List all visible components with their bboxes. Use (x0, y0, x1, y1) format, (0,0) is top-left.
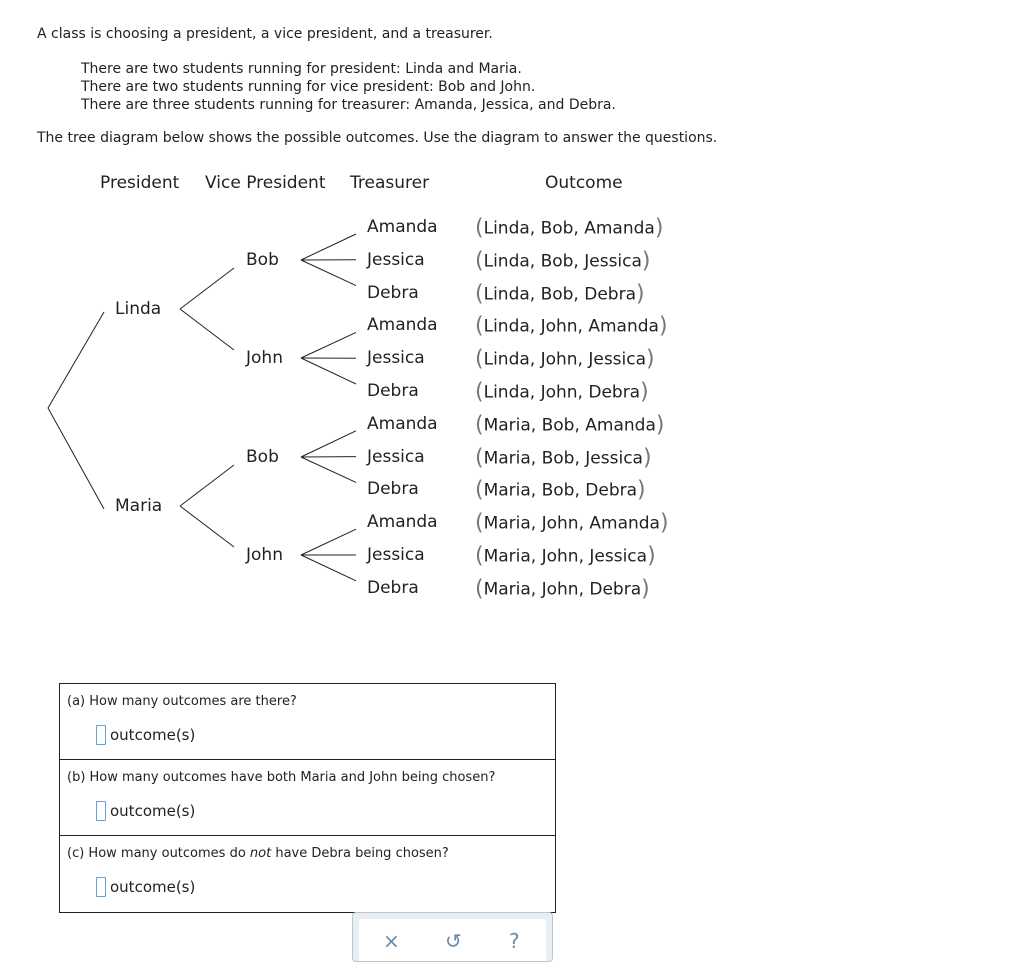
treasurer-node: Debra (367, 578, 419, 598)
outcome-row (475, 510, 669, 535)
outcome-paren-close: ) (659, 314, 668, 339)
branch-vp-treasurer (301, 431, 356, 457)
question-c-suffix: have Debra being chosen? (271, 846, 449, 861)
outcome-paren-close: ) (637, 478, 646, 503)
question-c-prefix: (c) How many outcomes do (67, 846, 250, 861)
branch-vp-treasurer (301, 358, 356, 384)
outcome-row (475, 543, 656, 568)
outcome-text: Linda, John, Jessica (484, 350, 646, 370)
candidates-president: There are two students running for president: Linda and Maria. (81, 60, 616, 78)
outcome-paren-open: ( (475, 216, 484, 241)
outcome-row (475, 313, 668, 338)
outcome-paren-open: ( (475, 412, 484, 437)
question-c-text (67, 846, 449, 861)
header-treasurer: Treasurer (350, 173, 429, 193)
outcome-text: Maria, Bob, Amanda (484, 415, 656, 435)
answer-b-unit: outcome(s) (110, 802, 195, 820)
branch-vp-treasurer (301, 529, 356, 555)
header-vice-president: Vice President (205, 173, 326, 193)
answer-toolbar (352, 912, 553, 962)
outcome-text: Maria, John, Debra (484, 579, 642, 599)
instruction-text: The tree diagram below shows the possible outcomes. Use the diagram to answer the questions. (37, 130, 717, 146)
answer-c (96, 877, 195, 897)
outcome-row (475, 477, 646, 502)
branch-vp-treasurer (301, 457, 356, 482)
outcome-row (475, 280, 645, 305)
outcome-row (475, 411, 664, 436)
branch-president-vp (180, 268, 234, 309)
branch-root-linda (48, 312, 104, 408)
question-panel (59, 683, 556, 913)
president-node-linda: Linda (115, 299, 161, 319)
question-a-text: (a) How many outcomes are there? (67, 694, 297, 709)
outcome-paren-close: ) (660, 511, 669, 536)
outcome-text: Maria, John, Jessica (484, 547, 647, 567)
treasurer-node: Amanda (367, 217, 438, 237)
outcome-paren-open: ( (475, 248, 484, 273)
treasurer-node: Debra (367, 479, 419, 499)
question-b (60, 760, 555, 836)
outcome-paren-close: ) (647, 544, 656, 569)
candidates-vice-president: There are two students running for vice president: Bob and John. (81, 78, 616, 96)
outcome-paren-open: ( (475, 380, 484, 405)
clear-icon[interactable]: × (383, 931, 400, 951)
outcome-text: Linda, John, Debra (484, 383, 641, 403)
treasurer-node: Debra (367, 283, 419, 303)
outcome-text: Linda, John, Amanda (484, 317, 659, 337)
treasurer-node: Amanda (367, 414, 438, 434)
header-president: President (100, 173, 179, 193)
answer-a-unit: outcome(s) (110, 726, 195, 744)
outcome-row (475, 575, 650, 600)
branch-vp-treasurer (301, 332, 356, 358)
answer-a-input[interactable] (96, 725, 106, 745)
outcome-paren-open: ( (475, 478, 484, 503)
treasurer-node: Debra (367, 381, 419, 401)
answer-b-input[interactable] (96, 801, 106, 821)
outcome-paren-close: ) (646, 347, 655, 372)
outcome-paren-open: ( (475, 445, 484, 470)
outcome-paren-open: ( (475, 281, 484, 306)
outcome-row (475, 215, 663, 240)
outcome-paren-open: ( (475, 347, 484, 372)
vp-node: Bob (246, 447, 279, 467)
president-node-maria: Maria (115, 496, 162, 516)
candidates-treasurer: There are three students running for treasurer: Amanda, Jessica, and Debra. (81, 96, 616, 114)
branch-vp-treasurer (301, 234, 356, 260)
branch-vp-treasurer (301, 260, 356, 286)
treasurer-node: Jessica (367, 447, 425, 467)
question-a (60, 684, 555, 760)
outcome-text: Linda, Bob, Debra (484, 284, 636, 304)
undo-icon[interactable]: ↺ (445, 931, 462, 951)
outcome-row (475, 444, 652, 469)
vp-node: Bob (246, 250, 279, 270)
outcome-paren-open: ( (475, 314, 484, 339)
answer-c-input[interactable] (96, 877, 106, 897)
answer-c-unit: outcome(s) (110, 878, 195, 896)
help-icon[interactable]: ? (509, 931, 520, 951)
question-b-text: (b) How many outcomes have both Maria and John being chosen? (67, 770, 495, 785)
vp-node: John (246, 348, 283, 368)
outcome-row (475, 247, 651, 272)
treasurer-node: Amanda (367, 512, 438, 532)
outcome-text: Maria, John, Amanda (484, 514, 660, 534)
problem-intro: A class is choosing a president, a vice president, and a treasurer. (37, 26, 493, 42)
outcome-paren-close: ) (636, 281, 645, 306)
outcome-paren-close: ) (643, 445, 652, 470)
vp-node: John (246, 545, 283, 565)
answer-b (96, 801, 195, 821)
outcome-text: Linda, Bob, Amanda (484, 219, 655, 239)
outcome-paren-close: ) (642, 248, 651, 273)
outcome-paren-close: ) (640, 380, 649, 405)
branch-president-vp (180, 506, 234, 547)
outcome-row (475, 379, 649, 404)
outcome-row (475, 346, 655, 371)
outcome-text: Linda, Bob, Jessica (484, 251, 642, 271)
branch-vp-treasurer (301, 555, 356, 581)
answer-a (96, 725, 195, 745)
outcome-paren-close: ) (641, 576, 650, 601)
treasurer-node: Jessica (367, 545, 425, 565)
treasurer-node: Jessica (367, 250, 425, 270)
question-c-emphasis: not (250, 846, 271, 861)
outcome-paren-open: ( (475, 544, 484, 569)
outcome-paren-open: ( (475, 511, 484, 536)
branch-president-vp (180, 465, 234, 506)
treasurer-node: Amanda (367, 315, 438, 335)
outcome-text: Maria, Bob, Jessica (484, 448, 643, 468)
outcome-paren-close: ) (655, 216, 664, 241)
outcome-text: Maria, Bob, Debra (484, 481, 637, 501)
treasurer-node: Jessica (367, 348, 425, 368)
question-c (60, 836, 555, 912)
outcome-paren-close: ) (656, 412, 665, 437)
header-outcome: Outcome (545, 173, 623, 193)
branch-president-vp (180, 309, 234, 350)
outcome-paren-open: ( (475, 576, 484, 601)
branch-root-maria (48, 408, 104, 509)
